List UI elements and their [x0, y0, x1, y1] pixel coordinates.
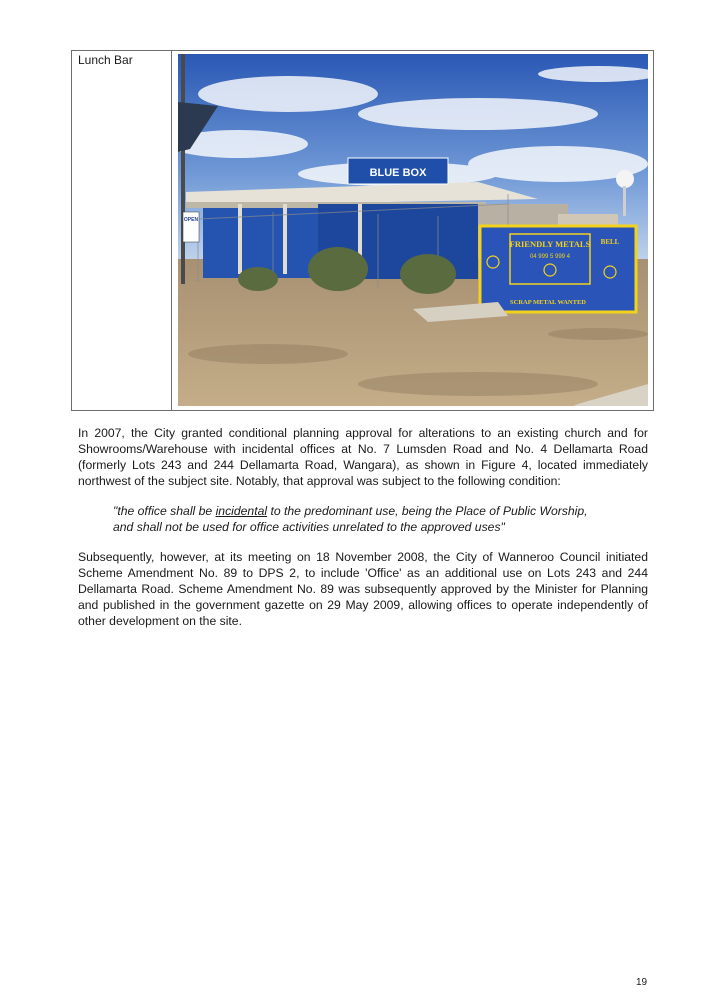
- paragraph-amendment: Subsequently, however, at its meeting on 18 November 2008, the City of Wanneroo Council initiated Scheme Amendment No. 89 to DPS 2, to include 'Office' as an additional use on Lots 243 and 244 Dellamarta Road. Scheme Amendment No. 89 was subsequently approved by the Minister for Planning and published in the government gazette on 29 May 2009, allowing offices to operate independently of other development on the site.: [78, 550, 648, 628]
- row-label: Lunch Bar: [72, 51, 172, 410]
- quote-before: "the office shall be: [113, 504, 216, 518]
- friendly-metals-phone: 04 999 5 999 4: [529, 254, 571, 260]
- page-number: 19: [636, 977, 648, 988]
- quote-underlined: incidental: [215, 504, 268, 518]
- photo-table: [71, 50, 654, 411]
- paragraph-approval: In 2007, the City granted conditional planning approval for alterations to an existing church and for Showrooms/Warehouse with incidental offices at No. 7 Lumsden Road and No. 4 Dellamarta Road (formerly Lots 243 and 244 Dellamarta Road, Wangara), as shown in Figure 4, located immediately northwest of the subject site. Notably, that approval was subject to the following condition:: [78, 426, 648, 488]
- water-tower: [616, 170, 634, 188]
- condition-quote: [113, 503, 613, 535]
- friendly-metals-text: FRIENDLY METALS: [509, 239, 591, 249]
- quote-after: to the predominant use, being the Place of Public Worship,: [267, 504, 588, 518]
- lunch-bar-photo: [178, 54, 648, 406]
- blue-box-text: BLUE BOX: [369, 167, 427, 179]
- pole: [181, 54, 185, 284]
- open-sign-text: OPEN: [183, 217, 199, 223]
- scrap-metal-text: SCRAP METAL WANTED: [510, 299, 586, 306]
- bell-text: BELL: [600, 238, 620, 246]
- quote-line2: and shall not be used for office activities unrelated to the approved uses": [113, 520, 505, 534]
- photo-cell: [172, 51, 653, 410]
